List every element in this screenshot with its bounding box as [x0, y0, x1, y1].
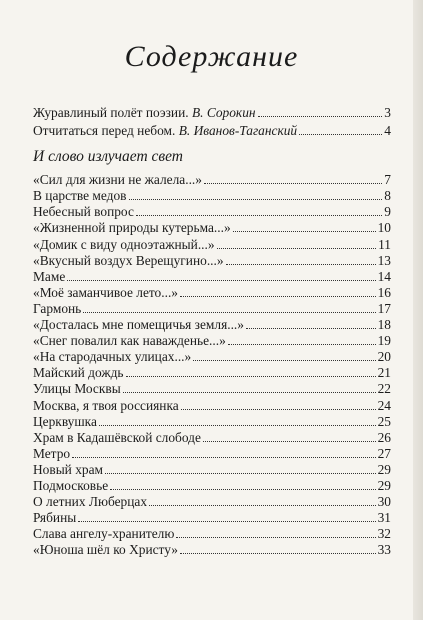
entry-text: «Вкусный воздух Верещугино...» [33, 252, 224, 268]
entry-author: В. Иванов-Таганский [178, 122, 298, 138]
dot-leader [181, 409, 376, 410]
dot-leader [180, 296, 376, 297]
entry-title [33, 301, 81, 317]
toc-entry [33, 478, 391, 494]
entry-title [33, 172, 202, 188]
entry-title [33, 462, 103, 478]
toc-entry [33, 253, 391, 269]
page-title: Содержание [124, 40, 299, 73]
toc-entry [33, 462, 391, 478]
page-number: 29 [377, 477, 391, 493]
dot-leader [99, 425, 376, 426]
entry-text: Храм в Кадашёвской слободе [33, 429, 201, 445]
intro-entries [33, 104, 391, 139]
entry-text: О летних Люберцах [33, 494, 148, 510]
page-number: 25 [377, 413, 391, 429]
dot-leader [246, 328, 376, 329]
dot-leader [83, 312, 375, 313]
page-number: 31 [377, 510, 391, 526]
toc-entry [33, 542, 391, 558]
dot-leader [226, 264, 376, 265]
toc-entry [33, 398, 391, 414]
dot-leader [180, 553, 376, 554]
toc-entry [33, 494, 391, 510]
entry-title [33, 285, 178, 301]
entry-text: «Жизненной природы кутерьма...» [33, 220, 231, 236]
dot-leader [217, 248, 377, 249]
dot-leader [233, 231, 376, 232]
page-number: 32 [377, 526, 391, 542]
entry-title [33, 414, 97, 430]
toc-entry [33, 381, 391, 397]
toc-entry [33, 237, 391, 253]
dot-leader [136, 215, 382, 216]
entry-title [33, 526, 174, 542]
entry-title [33, 253, 224, 269]
toc-entry [33, 188, 391, 204]
page-number: 33 [377, 542, 391, 558]
toc-entry [33, 414, 391, 430]
toc-entry [33, 204, 391, 220]
table-of-contents [33, 104, 391, 558]
page-number: 27 [377, 445, 391, 461]
page-number: 19 [377, 333, 391, 349]
toc-entry [33, 172, 391, 188]
page-number: 4 [384, 122, 391, 138]
toc-entry [33, 301, 391, 317]
dot-leader [149, 505, 376, 506]
entry-title [33, 349, 191, 365]
entry-text: «Юноша шёл ко Христу» [33, 542, 178, 558]
entry-title [33, 122, 297, 140]
dot-leader [299, 134, 382, 135]
toc-entry [33, 526, 391, 542]
entry-text: «Досталась мне помещичья земля...» [33, 317, 244, 333]
page-number: 24 [377, 397, 391, 413]
entry-text: Майский дождь [33, 365, 124, 381]
section-entries [33, 172, 391, 558]
page-number: 26 [377, 429, 391, 445]
dot-leader [176, 537, 375, 538]
entry-text: «Моё заманчивое лето...» [33, 284, 178, 300]
toc-entry [33, 333, 391, 349]
entry-title [33, 398, 179, 414]
entry-title [33, 188, 127, 204]
dot-leader [203, 441, 376, 442]
dot-leader [123, 392, 376, 393]
page-number: 30 [377, 494, 391, 510]
page-number: 9 [384, 204, 391, 220]
toc-entry [33, 446, 391, 462]
entry-title [33, 333, 226, 349]
entry-title [33, 478, 108, 494]
toc-entry [33, 430, 391, 446]
entry-title [33, 237, 215, 253]
page-edge [413, 0, 423, 620]
section-title: И слово излучает свет [33, 148, 184, 166]
entry-text: Новый храм [33, 461, 104, 477]
entry-title [33, 365, 124, 381]
toc-entry [33, 104, 391, 122]
entry-text: В царстве медов [33, 188, 127, 204]
dot-leader [126, 376, 376, 377]
dot-leader [129, 199, 383, 200]
entry-title [33, 204, 134, 220]
page-number: 16 [377, 284, 391, 300]
entry-title [33, 494, 147, 510]
entry-text: Улицы Москвы [33, 381, 121, 397]
dot-leader [67, 280, 375, 281]
entry-text: Журавлиный полёт поэзии. [33, 105, 192, 120]
entry-title [33, 446, 70, 462]
toc-entry [33, 269, 391, 285]
dot-leader [193, 360, 375, 361]
entry-text: Метро [33, 445, 71, 461]
page-number: 10 [377, 220, 391, 236]
dot-leader [258, 116, 383, 117]
entry-text: Рябины [33, 510, 77, 526]
page-number: 21 [377, 365, 391, 381]
entry-title [33, 104, 256, 122]
toc-entry [33, 349, 391, 365]
entry-title [33, 510, 76, 526]
toc-entry [33, 510, 391, 526]
toc-entry [33, 365, 391, 381]
entry-title [33, 542, 178, 558]
page-number: 14 [377, 268, 391, 284]
dot-leader [110, 489, 375, 490]
dot-leader [204, 183, 382, 184]
entry-text: «Домик с виду одноэтажный...» [33, 236, 215, 252]
dot-leader [105, 473, 376, 474]
entry-text: «Сил для жизни не жалела...» [33, 172, 202, 188]
entry-text: Слава ангелу-хранителю [33, 526, 175, 542]
page-number: 18 [377, 317, 391, 333]
toc-entry [33, 317, 391, 333]
page-number: 29 [377, 461, 391, 477]
page-number: 3 [384, 105, 391, 120]
entry-text: «Снег повалил как наважденье...» [33, 333, 226, 349]
page-number: 17 [377, 300, 391, 316]
dot-leader [228, 344, 376, 345]
page-number: 20 [377, 349, 391, 365]
toc-entry [33, 122, 391, 140]
dot-leader [72, 457, 376, 458]
entry-title [33, 269, 65, 285]
entry-title [33, 430, 201, 446]
entry-title [33, 381, 121, 397]
dot-leader [78, 521, 375, 522]
entry-title [33, 317, 244, 333]
entry-text: Небесный вопрос [33, 204, 134, 220]
entry-author: В. Сорокин [191, 105, 256, 120]
page-number: 11 [378, 236, 391, 252]
page-number: 22 [377, 381, 391, 397]
entry-text: Москва, я твоя россиянка [33, 397, 179, 413]
entry-text: Маме [33, 268, 66, 284]
toc-entry [33, 220, 391, 236]
toc-entry [33, 285, 391, 301]
page-number: 8 [384, 188, 391, 204]
page-number: 13 [377, 252, 391, 268]
entry-text: Подмосковье [33, 477, 109, 493]
entry-title [33, 220, 231, 236]
entry-text: «На стародачных улицах...» [33, 349, 192, 365]
entry-text: Гармонь [33, 300, 82, 316]
page-number: 7 [384, 172, 391, 188]
entry-text: Церквушка [33, 413, 97, 429]
entry-text: Отчитаться перед небом. [33, 122, 179, 138]
